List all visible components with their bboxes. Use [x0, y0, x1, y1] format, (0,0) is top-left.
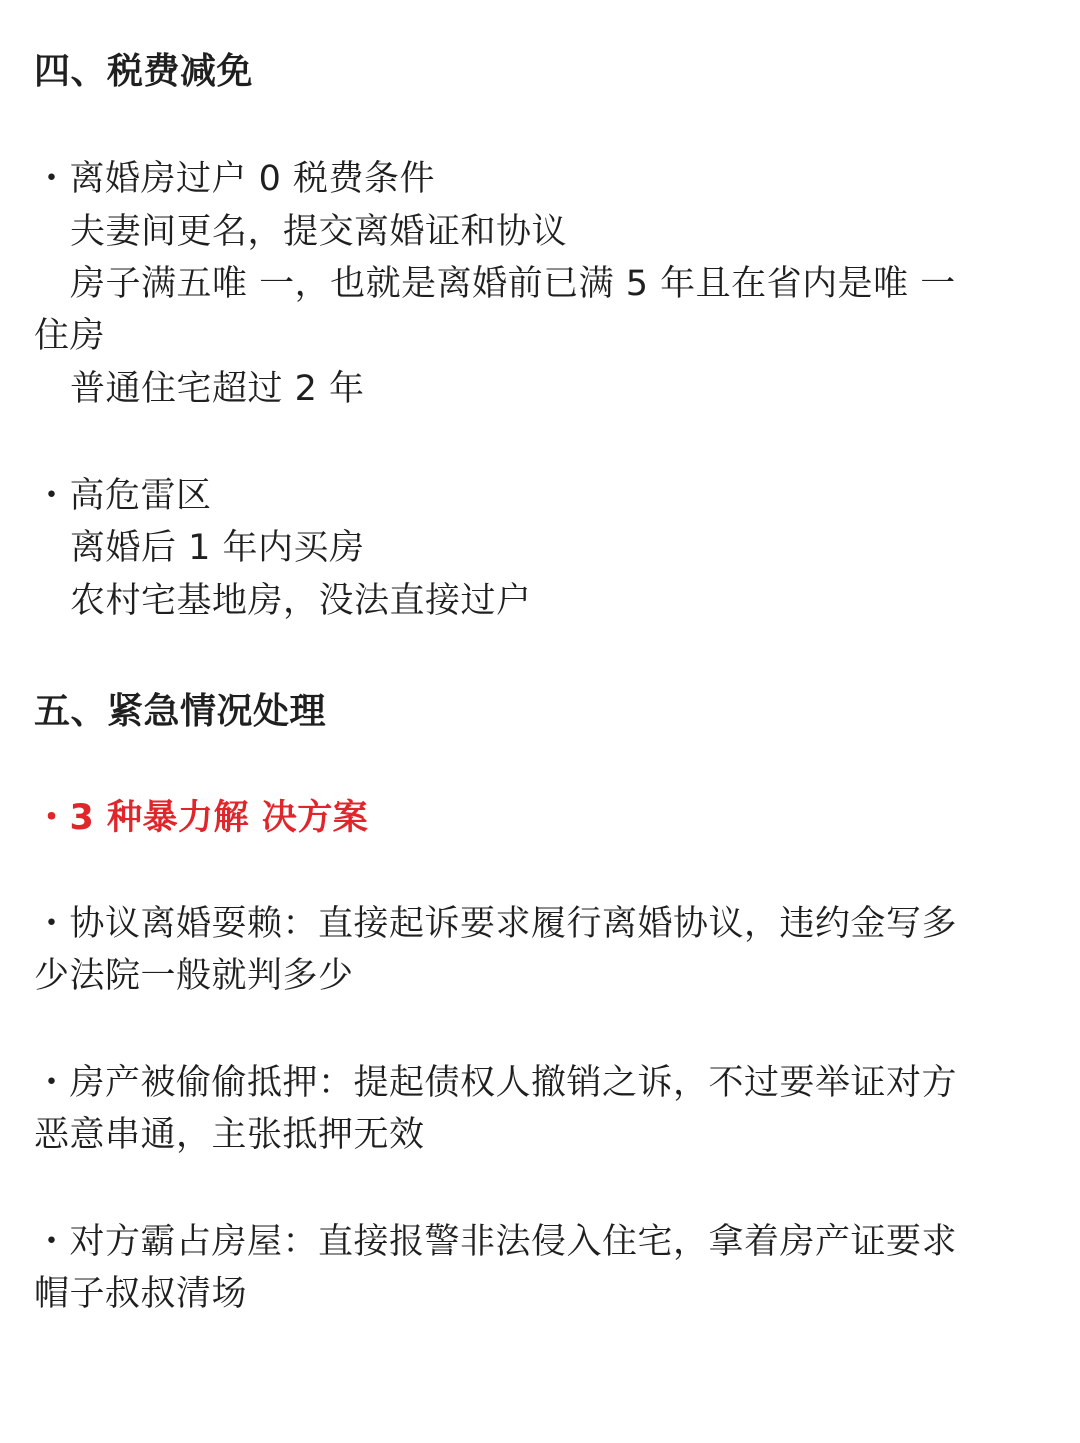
- text-line: 离婚后 1 年内买房: [70, 528, 365, 568]
- item-agreement-cont: 少法院一般就判多少: [34, 956, 354, 996]
- bullet-risk-zone: ・高危雷区: [34, 476, 212, 516]
- item-agreement: ・协议离婚耍赖：直接起诉要求履行离婚协议，违约金写多: [34, 904, 958, 944]
- item-mortgage: ・房产被偷偷抵押：提起债权人撤销之诉，不过要举证对方: [34, 1063, 958, 1103]
- item-occupation-cont: 帽子叔叔清场: [34, 1274, 248, 1314]
- item-occupation: ・对方霸占房屋：直接报警非法侵入住宅，拿着房产证要求: [34, 1222, 958, 1262]
- bullet-zero-tax: ・离婚房过户 0 税费条件: [34, 159, 436, 199]
- section-heading-emergency: 五、紧急情况处理: [34, 691, 327, 732]
- section-heading-tax: 四、税费减免: [34, 51, 254, 92]
- text-line: 住房: [34, 316, 106, 356]
- item-mortgage-cont: 恶意串通，主张抵押无效: [34, 1115, 425, 1155]
- text-line: 夫妻间更名，提交离婚证和协议: [70, 212, 568, 252]
- text-line: 房子满五唯 一，也就是离婚前已满 5 年且在省内是唯 一: [70, 264, 956, 304]
- text-line: 农村宅基地房，没法直接过户: [70, 581, 532, 621]
- highlight-solutions: ・3 种暴力解 决方案: [34, 798, 369, 838]
- text-line: 普通住宅超过 2 年: [70, 369, 365, 409]
